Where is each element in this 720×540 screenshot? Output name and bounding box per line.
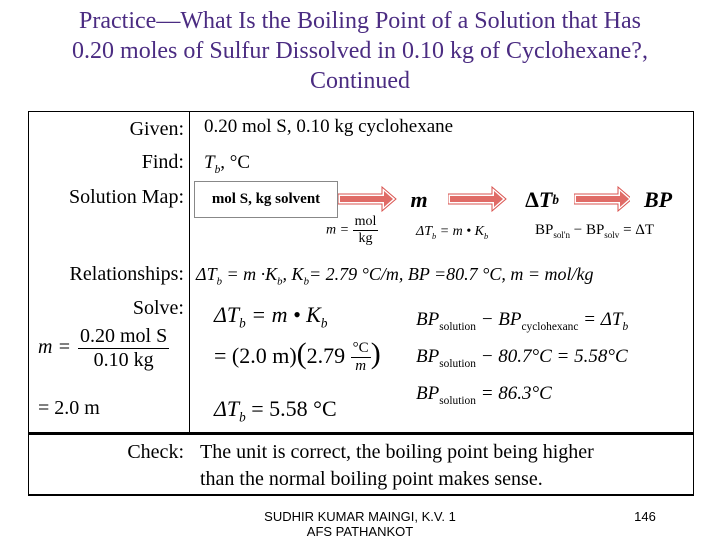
solve-m-lhs: m = [38,336,71,359]
rel-c-sub: b [303,275,309,288]
rel-a: ΔT [196,264,217,284]
delta-symbol: Δ [525,186,539,212]
solve-dt3-sub: b [239,409,246,425]
map-eq2-asub: b [432,231,437,241]
find-t: T [204,152,215,173]
solve-bp2-a: BP [416,346,440,367]
solve-bp1-b: − BP [475,309,522,330]
map-eq1-lhs: m = [326,222,350,238]
solve-m-den: 0.10 kg [93,349,154,371]
map-eq1-num: mol [354,214,377,229]
solve-bp2-asub: solution [439,357,476,370]
find-value [204,151,250,182]
solve-bp2-b: − 80.7°C = 5.58°C [475,346,628,367]
check-line-2: than the normal boiling point makes sense. [200,468,543,490]
map-box-delta-tb [510,181,574,218]
solve-m-num: 0.20 mol S [79,325,168,347]
solve-dt3-b: = 5.58 °C [245,396,337,421]
map-eq1-den: kg [358,231,373,246]
map-eq3-b: − BP [569,222,605,238]
solve-bp1-asub: solution [439,320,476,333]
label-relationships: Relationships: [69,263,184,285]
solve-dt-substitution [214,337,381,375]
label-divider [189,111,190,433]
solve-dt1-bsub: b [320,315,328,331]
solve-dt2-b: 2.79 [306,343,346,368]
map-box-molality: m [398,181,440,218]
page-number: 146 [634,509,656,524]
map-eq-molality [326,214,378,247]
title-line-3: Continued [310,68,410,94]
check-separator [29,432,694,435]
title-line-2: 0.20 moles of Sulfur Dissolved in 0.10 kg of Cyclohexane?, [72,38,648,64]
map-eq-delta-t [416,224,488,241]
title-line-1: Practice—What Is the Boiling Point of a Solution that Has [79,8,641,34]
delta-t: T [538,186,553,212]
rel-b-sub: b [277,275,283,288]
relationships-value [196,262,593,294]
delta-t-sub: b [552,191,559,207]
map-eq2-b: = m • K [436,224,484,239]
solve-dt1-a: ΔT [214,302,240,327]
label-find: Find: [141,151,184,173]
solve-dt2-a: = (2.0 m) [214,343,297,368]
map-eq3-asub: sol'n [553,230,570,240]
solve-molality [38,325,169,372]
solve-dt3-a: ΔT [214,396,240,421]
footer-author-line-1: SUDHIR KUMAR MAINGI, K.V. 1 [264,509,456,524]
solve-bp3-b: = 86.3°C [475,383,552,404]
label-solution-map: Solution Map: [68,186,184,208]
map-eq3-a: BP [535,222,554,238]
map-box-bp: BP [630,181,686,218]
check-line-1: The unit is correct, the boiling point being higher [200,441,594,463]
rel-a-sub: b [216,275,222,288]
solve-bp1-a: BP [416,309,440,330]
slide-title [0,6,720,96]
solve-bp-result [416,383,552,407]
solve-dt2-paren-open: ( [296,337,307,370]
content-frame [28,111,694,496]
solve-dt1-b: = m • K [245,302,321,327]
label-solve: Solve: [132,297,184,319]
solve-bp1-csub: b [622,320,629,333]
map-box-mol-kg: mol S, kg solvent [194,181,338,218]
map-arrow-3 [574,186,634,212]
map-eq2-a: ΔT [416,224,433,239]
solve-dt1-sub: b [239,315,246,331]
solve-bp3-asub: solution [439,394,476,407]
map-arrow-2 [448,186,508,212]
label-given: Given: [129,118,184,140]
map-eq2-bsub: b [484,231,489,241]
map-eq3-c: = ΔT [619,222,655,238]
rel-b: = m ·K [221,264,278,284]
map-eq3-bsub: solv [604,230,620,240]
solve-dt2-num: °C [352,340,369,357]
rel-c: , K [282,264,304,284]
rel-d: = 2.79 °C/m, BP =80.7 °C, m = mol/kg [308,264,594,284]
solve-dt2-den: m [355,358,367,375]
find-t-sub: b [214,163,221,176]
footer-author [240,509,480,539]
solve-molality-result: = 2.0 m [38,397,100,419]
solve-dt-formula [214,302,327,331]
given-value: 0.20 mol S, 0.10 kg cyclohexane [204,116,454,137]
solve-bp-formula [416,309,628,333]
solve-bp1-bsub: cyclohexanc [521,320,579,333]
find-unit: , °C [220,152,251,173]
solve-bp1-c: = ΔT [578,309,623,330]
label-check: Check: [127,441,184,463]
map-eq-bp [535,222,654,240]
solve-bp-substitution [416,346,628,370]
solve-dt-result [214,396,337,425]
solve-bp3-a: BP [416,383,440,404]
footer-author-line-2: AFS PATHANKOT [306,524,414,539]
solve-dt2-paren-close: ) [370,337,381,370]
map-arrow-1 [338,186,398,212]
